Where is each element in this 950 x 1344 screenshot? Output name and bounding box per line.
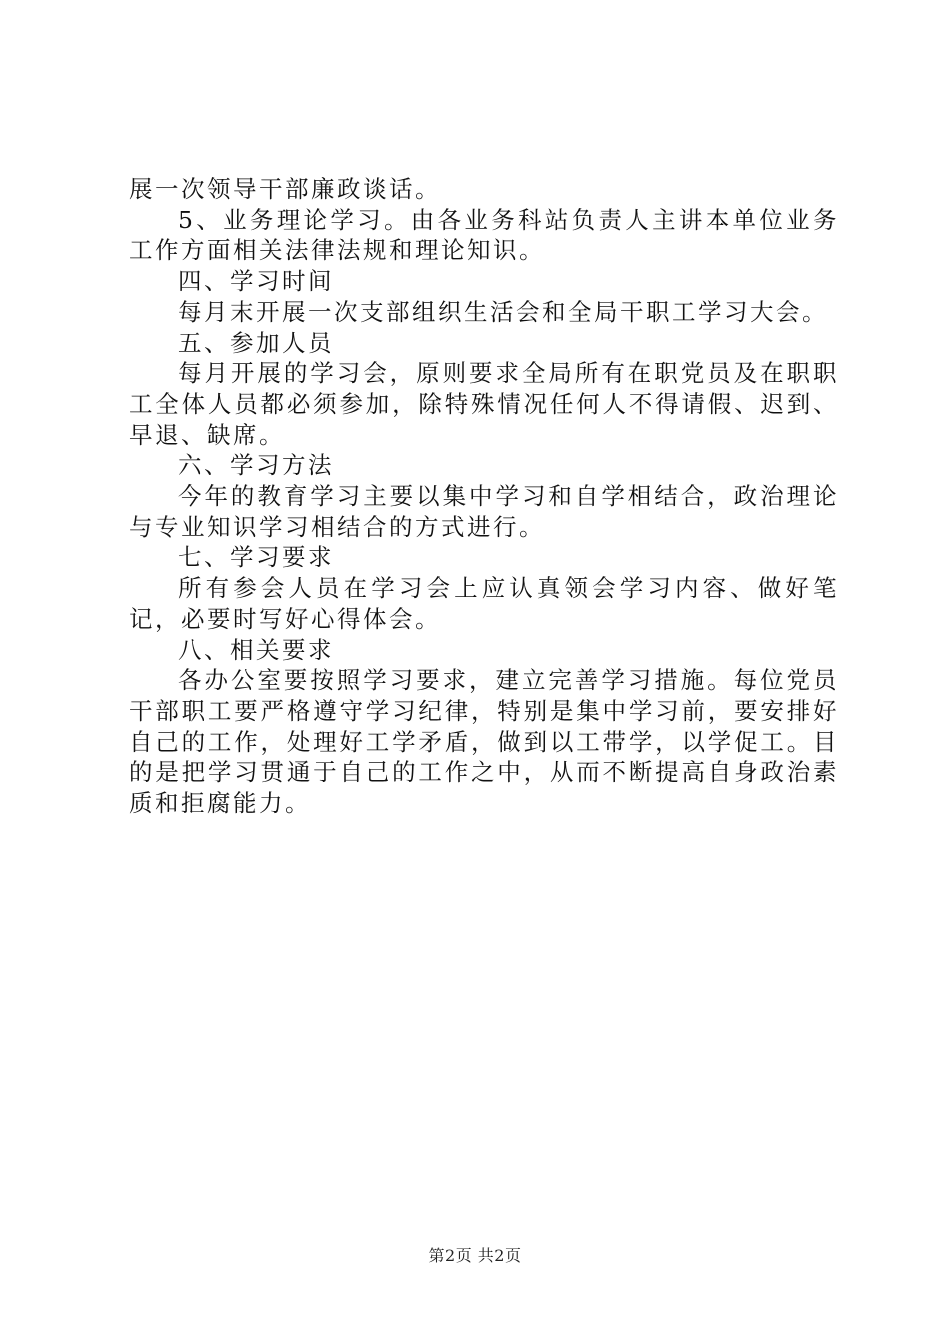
section-heading-participants: 五、参加人员 [178,328,334,357]
paragraph-related-requirements: 各办公室要按照学习要求，建立完善学习措施。每位党员干部职工要严格遵守学习纪律，特别是集中学习前，要安排好自己的工作，处理好工学矛盾，做到以工带学，以学促工。目的是把学习贯通于自己的工作之中，从而不断提高自身政治素质和拒腐能力。 [129,666,839,818]
section-heading-study-requirements: 七、学习要求 [178,543,334,572]
paragraph-continuation: 展一次领导干部廉政谈话。 [129,175,441,203]
section-heading-related-requirements: 八、相关要求 [178,635,334,664]
paragraph-study-time: 每月末开展一次支部组织生活会和全局干职工学习大会。 [178,297,828,326]
section-heading-study-method: 六、学习方法 [178,451,334,480]
paragraph-study-requirements: 所有参会人员在学习会上应认真领会学习内容、做好笔记，必要时写好心得体会。 [129,574,839,633]
page-number-footer: 第2页 共2页 [428,1246,522,1265]
paragraph-study-method: 今年的教育学习主要以集中学习和自学相结合，政治理论与专业知识学习相结合的方式进行。 [129,482,839,541]
section-heading-study-time: 四、学习时间 [178,267,334,296]
document-body [129,174,839,819]
paragraph-business-theory-study: 5、业务理论学习。由各业务科站负责人主讲本单位业务工作方面相关法律法规和理论知识。 [129,205,839,265]
paragraph-participants: 每月开展的学习会，原则要求全局所有在职党员及在职职工全体人员都必须参加，除特殊情况任何人不得请假、迟到、早退、缺席。 [129,359,839,449]
